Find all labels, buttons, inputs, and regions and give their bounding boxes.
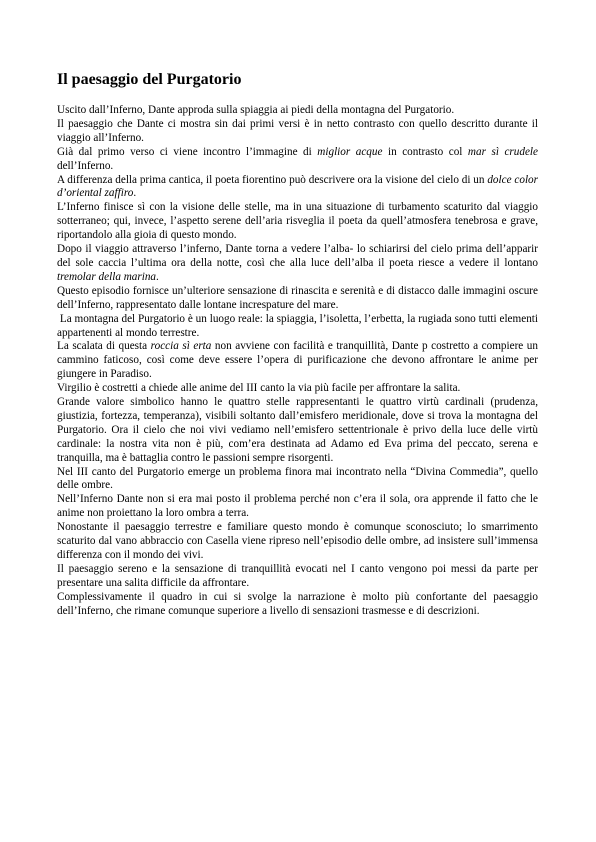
paragraph-3-text-b: in contrasto col — [382, 145, 468, 158]
paragraph-13: Nell’Inferno Dante non si era mai posto il problema perché non c’era il sola, ora apprende il fatto che le anime non proiettano la loro ombra a terra. — [57, 493, 538, 520]
paragraph-6-text-b: . — [156, 270, 159, 283]
paragraph-3 — [57, 146, 538, 174]
paragraph-3-text-a: Già dal primo verso ci viene incontro l’immagine di — [57, 145, 318, 158]
paragraph-1: Uscito dall’Inferno, Dante approda sulla spiaggia ai piedi della montagna del Purgatorio. — [57, 104, 455, 116]
paragraph-10: Virgilio è costretti a chiede alle anime del III canto la via più facile per affrontare la salita. — [57, 382, 461, 395]
paragraph-8: La montagna del Purgatorio è un luogo reale: la spiaggia, l’isoletta, l’erbetta, la rugiada sono tutti elementi appartenenti al mondo terrestre. — [57, 312, 541, 339]
paragraph-11: Grande valore simbolico hanno le quattro stelle rappresentanti le quattro virtù cardinali (prudenza, giustizia, fortezza, temperanza), visibili soltanto dall’emisfero meridionale, dove si trova la montagna del Purgatorio. Ora il cielo che noi vivi vediamo nell’emisfero settentrionale è privo della luce delle virtù cardinale: la nostra vita non è più, com’era destinata ad Adamo ed Eva prima del peccato, serena e tranquilla, ma è battaglia contro le passioni sempre risorgenti. — [57, 396, 538, 464]
paragraph-14: Nonostante il paesaggio terrestre e familiare questo mondo è comunque sconosciuto; lo smarrimento scaturito dal vano abbraccio con Casella viene ripreso nell’episodio delle ombre, ad insistere sull’immensa differenza con il mondo dei vivi. — [57, 521, 538, 561]
paragraph-9-italic-1: roccia sì erta — [150, 340, 212, 353]
paragraph-3-text-c: dell’Inferno. — [57, 159, 114, 172]
paragraph-4-text-a: A differenza della prima cantica, il poeta fiorentino può descrivere ora la visione del cielo di un — [57, 173, 488, 186]
paragraph-7: Questo episodio fornisce un’ulteriore sensazione di rinascita e serenità e di distacco dalle immagini oscure dell’Inferno, rappresentato dalle lontane increspature del mare. — [57, 284, 538, 311]
paragraph-2: Il paesaggio che Dante ci mostra sin dai primi versi è in netto contrasto con quello descritto durante il viaggio all’Inferno. — [57, 117, 538, 144]
paragraph-15: Il paesaggio sereno e la sensazione di tranquillità evocati nel I canto vengono poi messi da parte per presentare una salita difficile da affrontare. — [57, 562, 538, 589]
paragraph-6-italic-1: tremolar della marina — [57, 270, 157, 283]
paragraph-9-text-b: non avviene con facilità e tranquillità, Dante p costretto a compiere un cammino faticoso, così come deve essere l’opera di purificazione che devono affrontare le anime per giungere in Paradiso. — [57, 340, 538, 381]
paragraph-4-text-b: . — [133, 187, 137, 200]
paragraph-9 — [57, 340, 538, 382]
document-title: Il paesaggio del Purgatorio — [57, 71, 242, 88]
paragraph-9-text-a: La scalata di questa — [57, 340, 151, 353]
paragraph-4 — [57, 174, 538, 202]
paragraph-3-italic-2: mar sì crudele — [467, 145, 538, 158]
paragraph-12: Nel III canto del Purgatorio emerge un problema finora mai incontrato nella “Divina Commedia”, quello delle ombre. — [57, 465, 538, 492]
paragraph-6 — [57, 243, 538, 285]
paragraph-6-text-a: Dopo il viaggio attraverso l’inferno, Dante torna a vedere l’alba- lo schiarirsi del cielo prima dell’apparir del sole caccia l’ultima ora della notte, così che alla luce dell’alba il poeta riesce a vedere il lontano — [57, 243, 538, 269]
paragraph-16: Complessivamente il quadro in cui si svolge la narrazione è molto più confortante del paesaggio dell’Inferno, che rimane comunque superiore a livello di sensazioni trasmesse e di descrizioni. — [57, 590, 538, 617]
paragraph-3-italic-1: miglior acque — [317, 145, 383, 158]
document-body — [57, 104, 541, 619]
paragraph-4-italic-1: dolce color d’oriental zaffiro — [57, 173, 539, 200]
paragraph-5: L’Inferno finisce sì con la visione delle stelle, ma in una situazione di turbamento scaturito dal viaggio sotterraneo; qui, invece, l’aspetto serene dell’aria risveglia il poeta da quell’atmosfera tenebrosa e grave, riportandolo alla gioia di questo mondo. — [57, 201, 538, 242]
